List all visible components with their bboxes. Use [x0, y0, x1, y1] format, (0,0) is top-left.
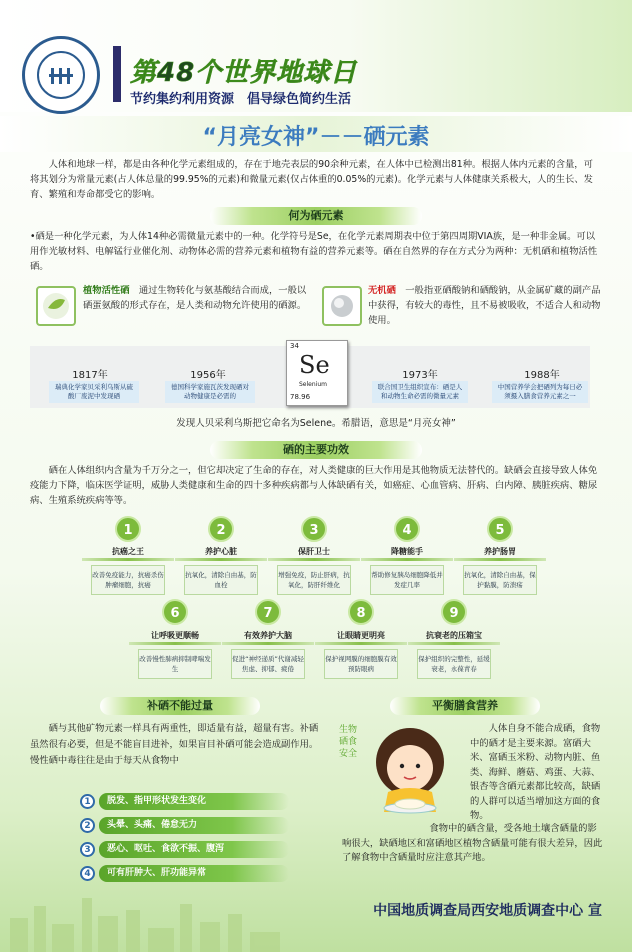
timeline-year-1988: 1988年 — [524, 370, 560, 381]
plant-selenium-block — [83, 283, 309, 313]
footer-publisher: 中国地质调查局西安地质调查中心 宣 — [373, 903, 602, 919]
earth-day-slogan: 节约集约利用资源 倡导绿色简约生活 — [130, 92, 352, 107]
inorganic-selenium-block — [368, 283, 602, 328]
function-5-desc: 抗氧化，清除自由基，保护黏膜，防溃疡 — [463, 565, 537, 595]
symptom-4-text: 可有肝肿大、肝功能异常 — [99, 865, 289, 882]
element-number: 34 — [290, 342, 299, 350]
cgs-logo — [22, 36, 100, 114]
function-2-label: 养护心脏 — [205, 547, 237, 556]
function-6-bar — [129, 642, 221, 645]
plant-selenium-icon — [36, 286, 76, 326]
girl-eating-illustration — [358, 720, 462, 816]
logo-emblem-icon — [49, 67, 73, 85]
timeline-year-1973: 1973年 — [402, 370, 438, 381]
timeline-note-1988: 中国营养学会把硒列为每日必须摄入膳食营养元素之一 — [492, 381, 588, 403]
balanced-diet-text-1: 人体自身不能合成硒，食物中的硒才是主要来源。富硒大米、富硒玉米粉、动物内脏、鱼类、海鲜、蘑菇、鸡蛋、大蒜、银杏等含硒元素都比较高，缺硒的人群可以适当增加这方面的食物。 — [470, 723, 601, 821]
function-6-label: 让呼吸更顺畅 — [151, 631, 199, 640]
function-5-bar — [454, 558, 546, 561]
section-no-overdose-text: 硒与其他矿物元素一样具有两重性，即适量有益，超量有害。补硒虽然很有必要，但是不能盲目进补，如果盲目补硒可能会造成副作用。慢性硒中毒往往是由于每天从食物中 — [30, 723, 319, 766]
section-no-overdose-title: 补硒不能过量 — [100, 697, 260, 715]
earth-day-title: 第48个世界地球日 — [130, 58, 358, 88]
inorganic-selenium-icon — [322, 286, 362, 326]
function-1-number: 1 — [115, 516, 141, 542]
timeline-note-1817: 瑞典化学家贝采利乌斯从硫酸厂废泥中发现硒 — [49, 381, 139, 403]
function-5-label: 养护肠胃 — [484, 547, 516, 556]
symptom-4-number: 4 — [80, 866, 95, 881]
header-divider — [113, 46, 121, 102]
symptom-3-text: 恶心、呕吐、食欲不振、腹泻 — [99, 841, 289, 858]
function-4-bar — [361, 558, 453, 561]
page-title: “月亮女神”－－硒元素 — [202, 125, 430, 150]
function-4-label: 降糖能手 — [391, 547, 423, 556]
plant-selenium-title: 植物活性硒 — [83, 285, 130, 296]
function-3-label: 保肝卫士 — [298, 547, 330, 556]
function-2-number: 2 — [208, 516, 234, 542]
function-7-label: 有效养护大脑 — [244, 631, 292, 640]
function-7-number: 7 — [255, 599, 281, 625]
timeline-year-1956: 1956年 — [190, 370, 226, 381]
symptom-2-text: 头晕、头痛、倦怠无力 — [99, 817, 289, 834]
function-8-bar — [315, 642, 407, 645]
function-1-desc: 改善免疫能力，抗癌杀伤肿瘤细胞，抗癌 — [91, 565, 165, 595]
symptom-1-text: 脱发、指甲形状发生变化 — [99, 793, 289, 810]
function-2-desc: 抗氧化，清除自由基，防血栓 — [184, 565, 258, 595]
plant-selenium-text: 通过生物转化与氨基酸结合而成，一般以硒蛋氨酸的形式存在，是人类和动物允许使用的硒源。 — [83, 285, 307, 311]
function-7-desc: 促进“神经递质”代谢减轻焦虑、抑郁、疲倦 — [231, 649, 305, 679]
section-what-is-selenium-text: •硒是一种化学元素，为人体14种必需微量元素中的一种。化学符号是Se，在化学元素周期表中位于第四周期VIA族，是一种非金属。可以用作光敏材料、电解锰行业催化剂、动物体必需的营养元素和植物有益的营养元素等。硒在自然界的存在方式分为两种：无机硒和植物活性硒。 — [30, 231, 598, 272]
timeline-note-1973: 联合国卫生组织宣布：硒是人和动物生命必需的微量元素 — [372, 381, 468, 403]
element-symbol: Se — [299, 351, 330, 379]
symptom-1-number: 1 — [80, 794, 95, 809]
function-8-number: 8 — [348, 599, 374, 625]
inorganic-selenium-title: 无机硒 — [368, 285, 396, 296]
timeline-note-1956: 德国科学家施瓦茨发现硒对动物健康是必需的 — [165, 381, 255, 403]
section-what-is-selenium-title: 何为硒元素 — [210, 207, 422, 225]
function-6-number: 6 — [162, 599, 188, 625]
function-4-number: 4 — [394, 516, 420, 542]
function-3-desc: 增强免疫，防止肝病，抗氧化，防肝纤维化 — [277, 565, 351, 595]
balanced-diet-text-2: 食物中的硒含量，受各地土壤含硒量的影响很大，缺硒地区和富硒地区植物含硒量可能有很大差异，因此了解食物中含硒量时应注意其产地。 — [342, 823, 603, 863]
section-functions-title: 硒的主要功效 — [210, 441, 422, 459]
function-7-bar — [222, 642, 314, 645]
timeline-year-1817: 1817年 — [72, 370, 108, 381]
selenium-safety-sign: 生物硒食安全 — [338, 725, 357, 759]
section-balanced-diet-title: 平衡膳食营养 — [390, 697, 540, 715]
element-mass: 78.96 — [290, 393, 311, 401]
inorganic-selenium-text: 一般指亚硒酸钠和硒酸钠，从金属矿藏的副产品中获得，有较大的毒性，且不易被吸收，不适合人和动物使用。 — [368, 285, 601, 326]
function-2-bar — [175, 558, 267, 561]
symptom-3-number: 3 — [80, 842, 95, 857]
function-3-bar — [268, 558, 360, 561]
function-9-number: 9 — [441, 599, 467, 625]
function-6-desc: 改善慢性肺病抑制哮喘发生 — [138, 649, 212, 679]
function-1-label: 抗癌之王 — [112, 547, 144, 556]
section-functions-text: 硒在人体组织内含量为千万分之一，但它却决定了生命的存在，对人类健康的巨大作用是其他物质无法替代的。缺硒会直接导致人体免疫能力下降，临床医学证明，威胁人类健康和生命的四十多种疾病都与人体缺硒有关，如癌症、心血管病、肝病、白内障、胰脏疾病、糖尿病、生殖系统疾病等等。 — [30, 465, 598, 506]
selenium-element-card — [286, 340, 348, 406]
function-8-label: 让眼睛更明亮 — [337, 631, 385, 640]
city-skyline-illustration — [0, 888, 632, 952]
function-8-desc: 保护视网膜的细胞膜有效预防眼病 — [324, 649, 398, 679]
function-9-bar — [408, 642, 500, 645]
function-9-desc: 保护组织的完整性，延缓衰老，永葆青春 — [417, 649, 491, 679]
intro-paragraph: 人体和地球一样，都是由各种化学元素组成的，存在于地壳表层的90余种元素，在人体中已检测出81种。根据人体内元素的含量，可将其划分为常量元素(占人体总量的99.95%的元素)和微量元素(仅占体重的0.05%的元素)。化学元素与人体健康关系极大，人的生长、发育、繁殖和寿命都受它的影响。 — [30, 159, 593, 200]
symptom-2-number: 2 — [80, 818, 95, 833]
function-4-desc: 帮助修复胰岛细胞降低并发症几率 — [370, 565, 444, 595]
function-9-label: 抗衰老的压箱宝 — [426, 631, 482, 640]
element-name: Selenium — [299, 381, 327, 388]
function-3-number: 3 — [301, 516, 327, 542]
function-1-bar — [82, 558, 174, 561]
logo-inner-ring — [37, 51, 85, 99]
timeline-caption: 发现人贝采利乌斯把它命名为Selene。希腊语，意思是“月亮女神” — [176, 418, 456, 429]
function-5-number: 5 — [487, 516, 513, 542]
